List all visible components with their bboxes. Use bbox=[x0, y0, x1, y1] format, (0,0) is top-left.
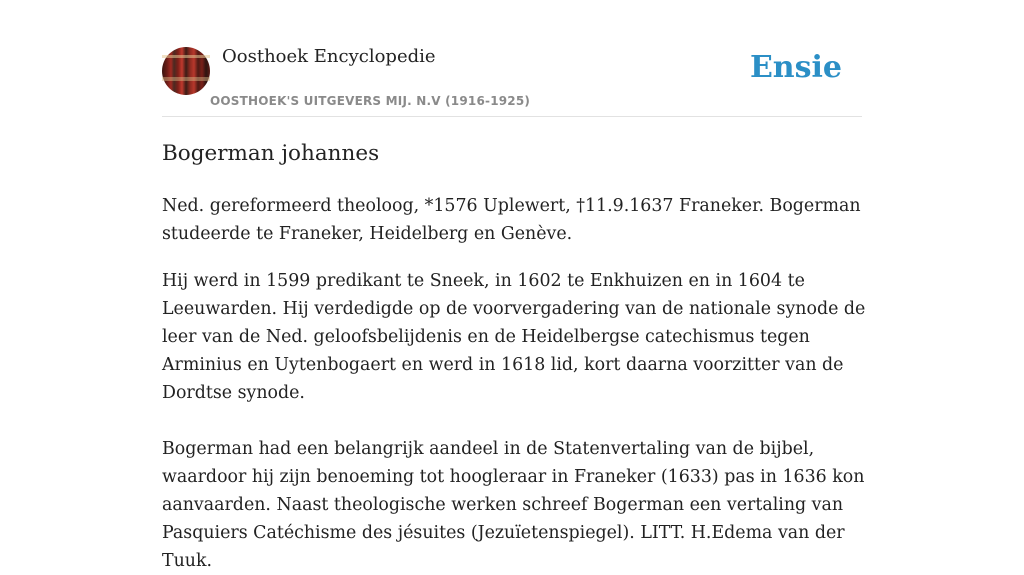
article bbox=[162, 137, 866, 575]
publisher-label: OOSTHOEK'S UITGEVERS MIJ. N.V (1916-1925) bbox=[210, 94, 531, 108]
site-title[interactable]: Oosthoek Encyclopedie bbox=[222, 46, 436, 67]
article-paragraph: Bogerman had een belangrijk aandeel in de Statenvertaling van de bijbel, waardoor hij zijn benoeming tot hoogleraar in Franeker (1633) pas in 1636 kon aanvaarden. Naast theologische werken schreef Bogerman een vertaling van Pasquiers Catéchisme des jésuites (Jezuïetenspiegel). LITT. H.Edema van der Tuuk. bbox=[162, 439, 865, 571]
article-paragraph: Hij werd in 1599 predikant te Sneek, in 1602 te Enkhuizen en in 1604 te Leeuwarden. Hij verdedigde op de voorvergadering van de nationale synode de leer van de Ned. geloofsbelijdenis en de Heidelbergse catechismus tegen Arminius en Uytenbogaert en werd in 1618 lid, kort daarna voorzitter van de Dordtse synode. bbox=[162, 271, 866, 403]
site-header bbox=[162, 46, 862, 117]
article-paragraph: Ned. gereformeerd theoloog, *1576 Uplewert, †11.9.1637 Franeker. Bogerman studeerde te Franeker, Heidelberg en Genève. bbox=[162, 196, 861, 244]
article-title: Bogerman johannes bbox=[162, 141, 380, 166]
ensie-logo-link[interactable]: Ensie bbox=[749, 50, 842, 85]
book-spines-avatar-icon[interactable] bbox=[162, 47, 210, 95]
